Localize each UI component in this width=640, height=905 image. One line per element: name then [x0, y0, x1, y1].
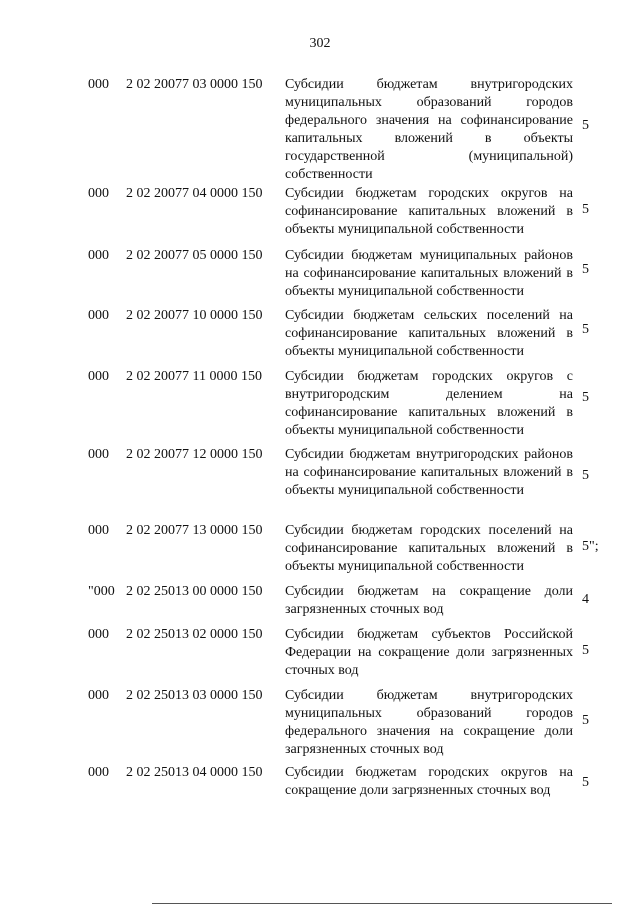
income-description: Субсидии бюджетам на сокращение доли загрязненных сточных вод: [285, 584, 573, 617]
admin-code: "000: [88, 584, 115, 599]
norm-value: 5";: [582, 539, 599, 554]
budget-code: 2 02 25013 03 0000 150: [126, 688, 263, 703]
income-description: Субсидии бюджетам муниципальных районов на софинансирование капитальных вложений в объекты муниципальной собственности: [285, 248, 573, 299]
budget-code: 2 02 20077 10 0000 150: [126, 308, 263, 323]
norm-value: 5: [582, 775, 589, 790]
admin-code: 000: [88, 765, 109, 780]
income-description: Субсидии бюджетам городских округов на софинансирование капитальных вложений в объекты муниципальной собственности: [285, 186, 573, 237]
norm-value: 5: [582, 468, 589, 483]
admin-code: 000: [88, 77, 109, 92]
norm-value: 5: [582, 643, 589, 658]
income-description: Субсидии бюджетам городских округов на сокращение доли загрязненных сточных вод: [285, 765, 573, 798]
budget-code: 2 02 20077 04 0000 150: [126, 186, 263, 201]
norm-value: 5: [582, 262, 589, 277]
income-description: Субсидии бюджетам внутригородских муниципальных образований городов федерального значения на сокращение доли загрязненных сточных вод: [285, 688, 573, 757]
income-description: Субсидии бюджетам внутригородских районов на софинансирование капитальных вложений в объекты муниципальной собственности: [285, 447, 573, 498]
budget-code: 2 02 20077 03 0000 150: [126, 77, 263, 92]
norm-value: 5: [582, 118, 589, 133]
admin-code: 000: [88, 308, 109, 323]
budget-code: 2 02 20077 13 0000 150: [126, 523, 263, 538]
budget-code: 2 02 25013 02 0000 150: [126, 627, 263, 642]
bottom-edge-line: [152, 903, 612, 904]
income-description: Субсидии бюджетам субъектов Российской Федерации на сокращение доли загрязненных сточных вод: [285, 627, 573, 678]
admin-code: 000: [88, 369, 109, 384]
norm-value: 5: [582, 322, 589, 337]
income-description: Субсидии бюджетам сельских поселений на софинансирование капитальных вложений в объекты муниципальной собственности: [285, 308, 573, 359]
admin-code: 000: [88, 523, 109, 538]
norm-value: 5: [582, 202, 589, 217]
budget-code: 2 02 20077 11 0000 150: [126, 369, 262, 384]
norm-value: 4: [582, 592, 589, 607]
page-number: 302: [309, 36, 331, 51]
income-description: Субсидии бюджетам внутригородских муниципальных образований городов федерального значения на софинансирование капитальных вложений в объекты государственной (муниципальной) собственности: [285, 77, 573, 182]
norm-value: 5: [582, 713, 589, 728]
budget-code: 2 02 25013 04 0000 150: [126, 765, 263, 780]
budget-code: 2 02 25013 00 0000 150: [126, 584, 263, 599]
income-description: Субсидии бюджетам городских округов с внутригородским делением на софинансирование капитальных вложений в объекты муниципальной собственности: [285, 369, 573, 438]
norm-value: 5: [582, 390, 589, 405]
budget-code: 2 02 20077 12 0000 150: [126, 447, 263, 462]
admin-code: 000: [88, 688, 109, 703]
admin-code: 000: [88, 627, 109, 642]
budget-code: 2 02 20077 05 0000 150: [126, 248, 263, 263]
admin-code: 000: [88, 186, 109, 201]
income-description: Субсидии бюджетам городских поселений на софинансирование капитальных вложений в объекты муниципальной собственности: [285, 523, 573, 574]
admin-code: 000: [88, 447, 109, 462]
admin-code: 000: [88, 248, 109, 263]
